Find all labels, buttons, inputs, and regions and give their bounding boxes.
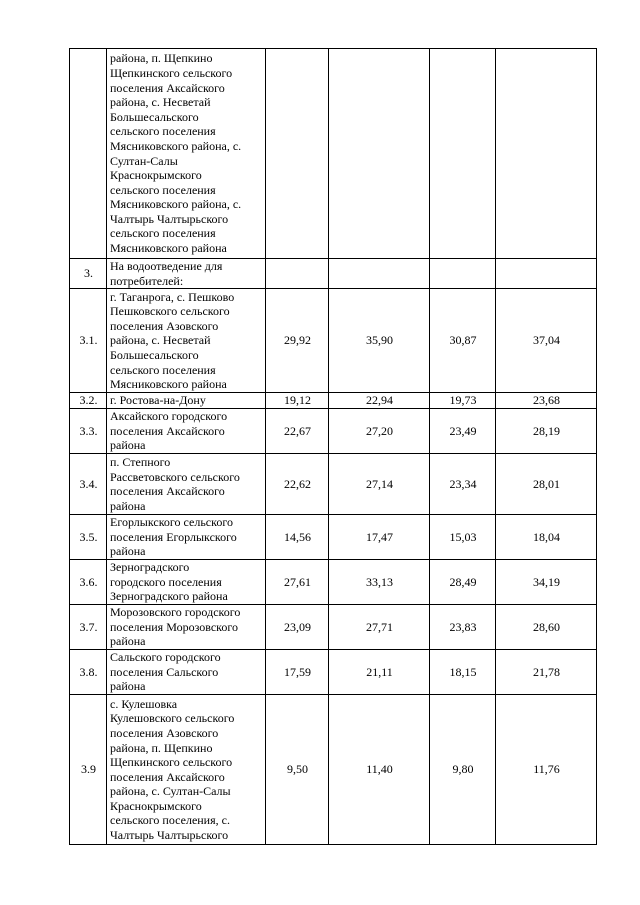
tariff-value: 17,59 — [266, 650, 329, 695]
row-number: 3.4. — [70, 454, 107, 515]
tariff-value — [329, 49, 430, 259]
tariff-value — [496, 49, 597, 259]
table-row — [70, 695, 597, 845]
tariff-value: 15,03 — [430, 515, 496, 560]
table-row — [70, 605, 597, 650]
row-number: 3.9 — [70, 695, 107, 845]
tariff-value: 21,78 — [496, 650, 597, 695]
tariff-value: 27,20 — [329, 409, 430, 454]
tariff-value — [266, 259, 329, 289]
row-description: Зерноградского городского поселения Зерноградского района — [107, 560, 266, 605]
tariff-value: 22,67 — [266, 409, 329, 454]
row-description: Сальского городского поселения Сальского района — [107, 650, 266, 695]
tariff-value: 9,50 — [266, 695, 329, 845]
tariff-value: 18,04 — [496, 515, 597, 560]
tariff-value: 23,34 — [430, 454, 496, 515]
table-row — [70, 560, 597, 605]
row-number: 3.6. — [70, 560, 107, 605]
tariff-value: 37,04 — [496, 289, 597, 393]
row-number: 3.5. — [70, 515, 107, 560]
tariff-value: 23,49 — [430, 409, 496, 454]
row-number: 3.2. — [70, 393, 107, 409]
tariff-value: 29,92 — [266, 289, 329, 393]
tariff-value: 21,11 — [329, 650, 430, 695]
row-number — [70, 49, 107, 259]
row-number: 3.7. — [70, 605, 107, 650]
tariff-value: 19,73 — [430, 393, 496, 409]
tariff-value: 22,94 — [329, 393, 430, 409]
row-description: г. Таганрога, с. Пешково Пешковского сельского поселения Азовского района, с. Несветай Большесальского сельского поселения Мясниковского района — [107, 289, 266, 393]
tariff-value: 19,12 — [266, 393, 329, 409]
row-description: района, п. Щепкино Щепкинского сельского поселения Аксайского района, с. Несветай Большесальского сельского поселения Мясниковского района, с. Султан-Салы Краснокрымского сельского поселения Мясниковского района, с. Чалтырь Чалтырьского сельского поселения Мясниковского района — [107, 49, 266, 259]
tariff-value: 27,71 — [329, 605, 430, 650]
tariff-table — [69, 48, 597, 845]
tariff-value: 28,19 — [496, 409, 597, 454]
tariff-value: 23,68 — [496, 393, 597, 409]
tariff-value: 30,87 — [430, 289, 496, 393]
tariff-value: 35,90 — [329, 289, 430, 393]
row-description: Аксайского городского поселения Аксайского района — [107, 409, 266, 454]
row-description: г. Ростова-на-Дону — [107, 393, 266, 409]
row-description: На водоотведение для потребителей: — [107, 259, 266, 289]
tariff-value: 27,61 — [266, 560, 329, 605]
tariff-value: 11,40 — [329, 695, 430, 845]
table-row — [70, 289, 597, 393]
tariff-value — [430, 259, 496, 289]
tariff-value: 28,60 — [496, 605, 597, 650]
row-number: 3.8. — [70, 650, 107, 695]
tariff-value: 33,13 — [329, 560, 430, 605]
tariff-value: 34,19 — [496, 560, 597, 605]
table-row — [70, 650, 597, 695]
tariff-value: 17,47 — [329, 515, 430, 560]
row-description: п. Степного Рассветовского сельского поселения Аксайского района — [107, 454, 266, 515]
tariff-value — [329, 259, 430, 289]
tariff-value: 22,62 — [266, 454, 329, 515]
table-row — [70, 259, 597, 289]
tariff-value: 9,80 — [430, 695, 496, 845]
row-number: 3. — [70, 259, 107, 289]
tariff-value — [430, 49, 496, 259]
tariff-value: 11,76 — [496, 695, 597, 845]
row-description: Морозовского городского поселения Морозовского района — [107, 605, 266, 650]
tariff-value — [266, 49, 329, 259]
tariff-value: 23,09 — [266, 605, 329, 650]
row-description: с. Кулешовка Кулешовского сельского поселения Азовского района, п. Щепкино Щепкинского сельского поселения Аксайского района, с. Султан-Салы Краснокрымского сельского поселения, с. Чалтырь Чалтырьского — [107, 695, 266, 845]
table-row — [70, 515, 597, 560]
tariff-value: 14,56 — [266, 515, 329, 560]
tariff-table-body — [70, 49, 597, 845]
table-row — [70, 49, 597, 259]
row-number: 3.1. — [70, 289, 107, 393]
table-row — [70, 393, 597, 409]
row-description: Егорлыкского сельского поселения Егорлыкского района — [107, 515, 266, 560]
tariff-value: 18,15 — [430, 650, 496, 695]
tariff-value: 27,14 — [329, 454, 430, 515]
tariff-value: 28,01 — [496, 454, 597, 515]
tariff-value — [496, 259, 597, 289]
table-row — [70, 454, 597, 515]
tariff-value: 28,49 — [430, 560, 496, 605]
table-row — [70, 409, 597, 454]
tariff-value: 23,83 — [430, 605, 496, 650]
row-number: 3.3. — [70, 409, 107, 454]
